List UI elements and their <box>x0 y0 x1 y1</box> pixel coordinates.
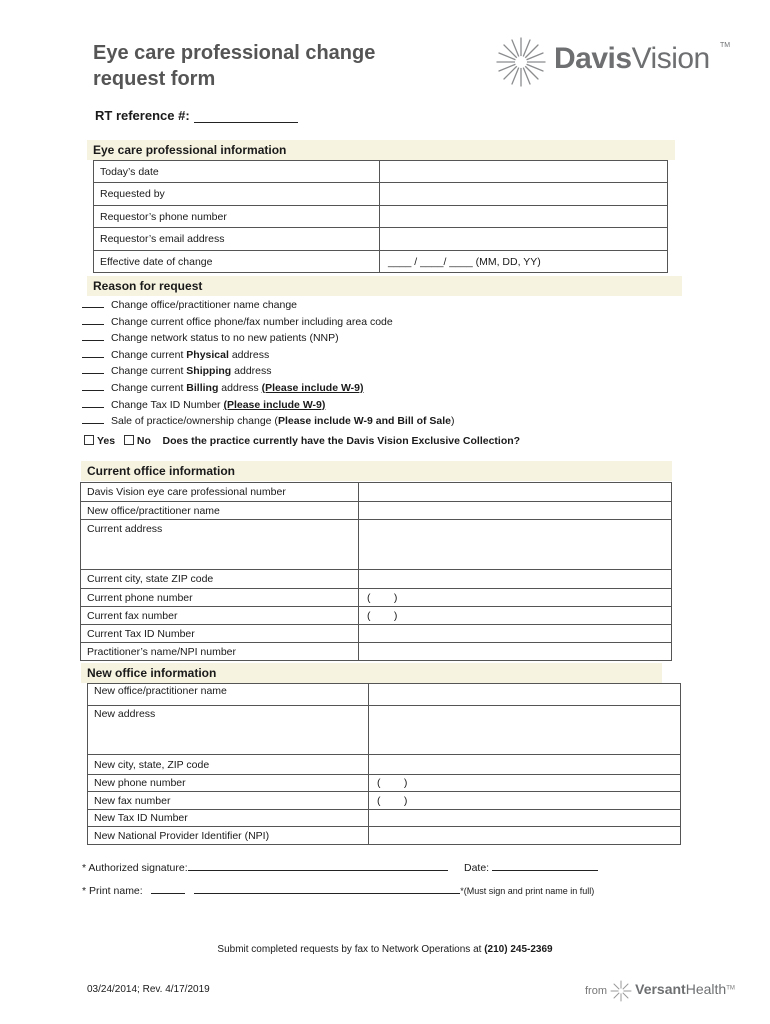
current-city-field[interactable] <box>359 570 672 589</box>
title-line-2: request form <box>93 68 216 90</box>
date-field[interactable] <box>492 860 598 871</box>
versant-light: Health <box>685 980 727 997</box>
reason-item: Sale of practice/ownership change (Please include W-9 and Bill of Sale) <box>82 413 455 430</box>
row-label: Current city, state ZIP code <box>81 570 359 589</box>
table-row <box>81 589 672 607</box>
rt-reference-field[interactable] <box>194 110 298 123</box>
revision-date: 03/24/2014; Rev. 4/17/2019 <box>87 984 210 995</box>
requestor-phone-field[interactable] <box>380 206 668 228</box>
row-label: Current Tax ID Number <box>81 625 359 643</box>
table-row <box>88 810 681 827</box>
new-phone-field[interactable]: ( ) <box>369 775 681 792</box>
reason-item: Change current Billing address (Please include W-9) <box>82 380 455 397</box>
row-label: Current phone number <box>81 589 359 607</box>
table-row <box>81 625 672 643</box>
authorized-signature-label: * Authorized signature: <box>82 862 188 874</box>
table-row <box>81 502 672 520</box>
new-office-heading: New office information <box>81 663 662 683</box>
row-label: New city, state, ZIP code <box>88 755 369 775</box>
table-row <box>88 755 681 775</box>
new-fax-field[interactable]: ( ) <box>369 792 681 810</box>
rt-reference <box>95 108 298 123</box>
row-label: Davis Vision eye care professional number <box>81 483 359 502</box>
logo-trademark: TM <box>720 42 731 49</box>
versant-sunburst-icon <box>610 980 632 1002</box>
table-row <box>94 183 668 206</box>
exclusive-collection-question: Yes No Does the practice currently have the Davis Vision Exclusive Collection? <box>84 435 520 447</box>
todays-date-field[interactable] <box>380 161 668 183</box>
ecp-info-heading: Eye care professional information <box>87 140 675 160</box>
reason-item: Change office/practitioner name change <box>82 297 455 314</box>
row-label: New office/practitioner name <box>81 502 359 520</box>
current-address-field[interactable] <box>359 520 672 570</box>
current-office-heading: Current office information <box>81 461 672 481</box>
table-row <box>88 827 681 845</box>
reason-checkbox-line[interactable] <box>82 347 104 358</box>
sunburst-icon <box>494 36 548 88</box>
title-line-1: Eye care professional change <box>93 42 376 64</box>
ecp-info-table <box>93 160 668 273</box>
row-label: Today’s date <box>94 161 380 183</box>
new-city-field[interactable] <box>369 755 681 775</box>
table-row <box>81 483 672 502</box>
current-fax-field[interactable]: ( ) <box>359 607 672 625</box>
new-office-name-field[interactable] <box>369 684 681 706</box>
practitioner-npi-field[interactable] <box>359 643 672 661</box>
reason-checkbox-line[interactable] <box>82 380 104 391</box>
requested-by-field[interactable] <box>380 183 668 206</box>
date-label: Date: <box>464 862 490 874</box>
table-row <box>88 775 681 792</box>
reason-checkbox-line[interactable] <box>82 314 104 325</box>
from-label: from <box>585 984 607 997</box>
row-label: New address <box>88 706 369 755</box>
row-label: Current address <box>81 520 359 570</box>
current-phone-field[interactable]: ( ) <box>359 589 672 607</box>
page-title <box>93 40 375 92</box>
row-label: New office/practitioner name <box>88 684 369 706</box>
row-label: Requestor’s email address <box>94 228 380 251</box>
reason-item: Change current Physical address <box>82 347 455 364</box>
table-row <box>88 684 681 706</box>
date-row <box>464 860 598 874</box>
versant-health-logo <box>585 980 735 1002</box>
print-name-prefix-field[interactable] <box>151 883 185 894</box>
reason-list <box>82 297 455 430</box>
reason-checkbox-line[interactable] <box>82 413 104 424</box>
new-tax-id-field[interactable] <box>369 810 681 827</box>
current-office-table <box>80 482 672 661</box>
current-tax-id-field[interactable] <box>359 625 672 643</box>
row-label: Current fax number <box>81 607 359 625</box>
fax-number: (210) 245-2369 <box>484 944 553 955</box>
row-label: Effective date of change <box>94 251 380 273</box>
row-label: New phone number <box>88 775 369 792</box>
table-row <box>94 206 668 228</box>
reason-checkbox-line[interactable] <box>82 363 104 374</box>
effective-date-field[interactable]: ____ / ____/ ____ (MM, DD, YY) <box>380 251 668 273</box>
versant-bold: Versant <box>635 980 686 997</box>
row-label: New National Provider Identifier (NPI) <box>88 827 369 845</box>
print-name-label: * Print name: <box>82 885 143 897</box>
reason-checkbox-line[interactable] <box>82 397 104 408</box>
row-label: New Tax ID Number <box>88 810 369 827</box>
table-row <box>88 706 681 755</box>
submit-instructions: Submit completed requests by fax to Network Operations at (210) 245-2369 <box>217 944 553 955</box>
reason-item: Change network status to no new patients (NNP) <box>82 330 455 347</box>
ecp-number-field[interactable] <box>359 483 672 502</box>
print-name-note: *(Must sign and print name in full) <box>460 886 595 896</box>
no-checkbox[interactable] <box>124 435 134 445</box>
reason-checkbox-line[interactable] <box>82 297 104 308</box>
requestor-email-field[interactable] <box>380 228 668 251</box>
authorized-signature-field[interactable] <box>188 860 448 871</box>
table-row <box>88 792 681 810</box>
new-npi-field[interactable] <box>369 827 681 845</box>
row-label: Requestor’s phone number <box>94 206 380 228</box>
row-label: Requested by <box>94 183 380 206</box>
table-row <box>94 228 668 251</box>
authorized-signature-row <box>82 860 448 874</box>
reason-checkbox-line[interactable] <box>82 330 104 341</box>
reason-heading: Reason for request <box>87 276 682 296</box>
new-address-field[interactable] <box>369 706 681 755</box>
print-name-field[interactable] <box>194 883 460 894</box>
current-office-name-field[interactable] <box>359 502 672 520</box>
table-row <box>81 570 672 589</box>
table-row <box>81 643 672 661</box>
row-label: Practitioner’s name/NPI number <box>81 643 359 661</box>
table-row <box>81 520 672 570</box>
versant-trademark: TM <box>726 985 735 992</box>
davis-vision-logo <box>494 36 734 88</box>
table-row <box>81 607 672 625</box>
reason-item: Change current Shipping address <box>82 363 455 380</box>
yes-checkbox[interactable] <box>84 435 94 445</box>
logo-wordmark: DavisVision <box>554 42 710 75</box>
row-label: New fax number <box>88 792 369 810</box>
reason-item: Change Tax ID Number (Please include W-9) <box>82 397 455 414</box>
rt-reference-label: RT reference #: <box>95 108 190 123</box>
table-row <box>94 251 668 273</box>
reason-item: Change current office phone/fax number including area code <box>82 314 455 331</box>
print-name-row <box>82 883 594 897</box>
new-office-table <box>87 683 681 845</box>
table-row <box>94 161 668 183</box>
